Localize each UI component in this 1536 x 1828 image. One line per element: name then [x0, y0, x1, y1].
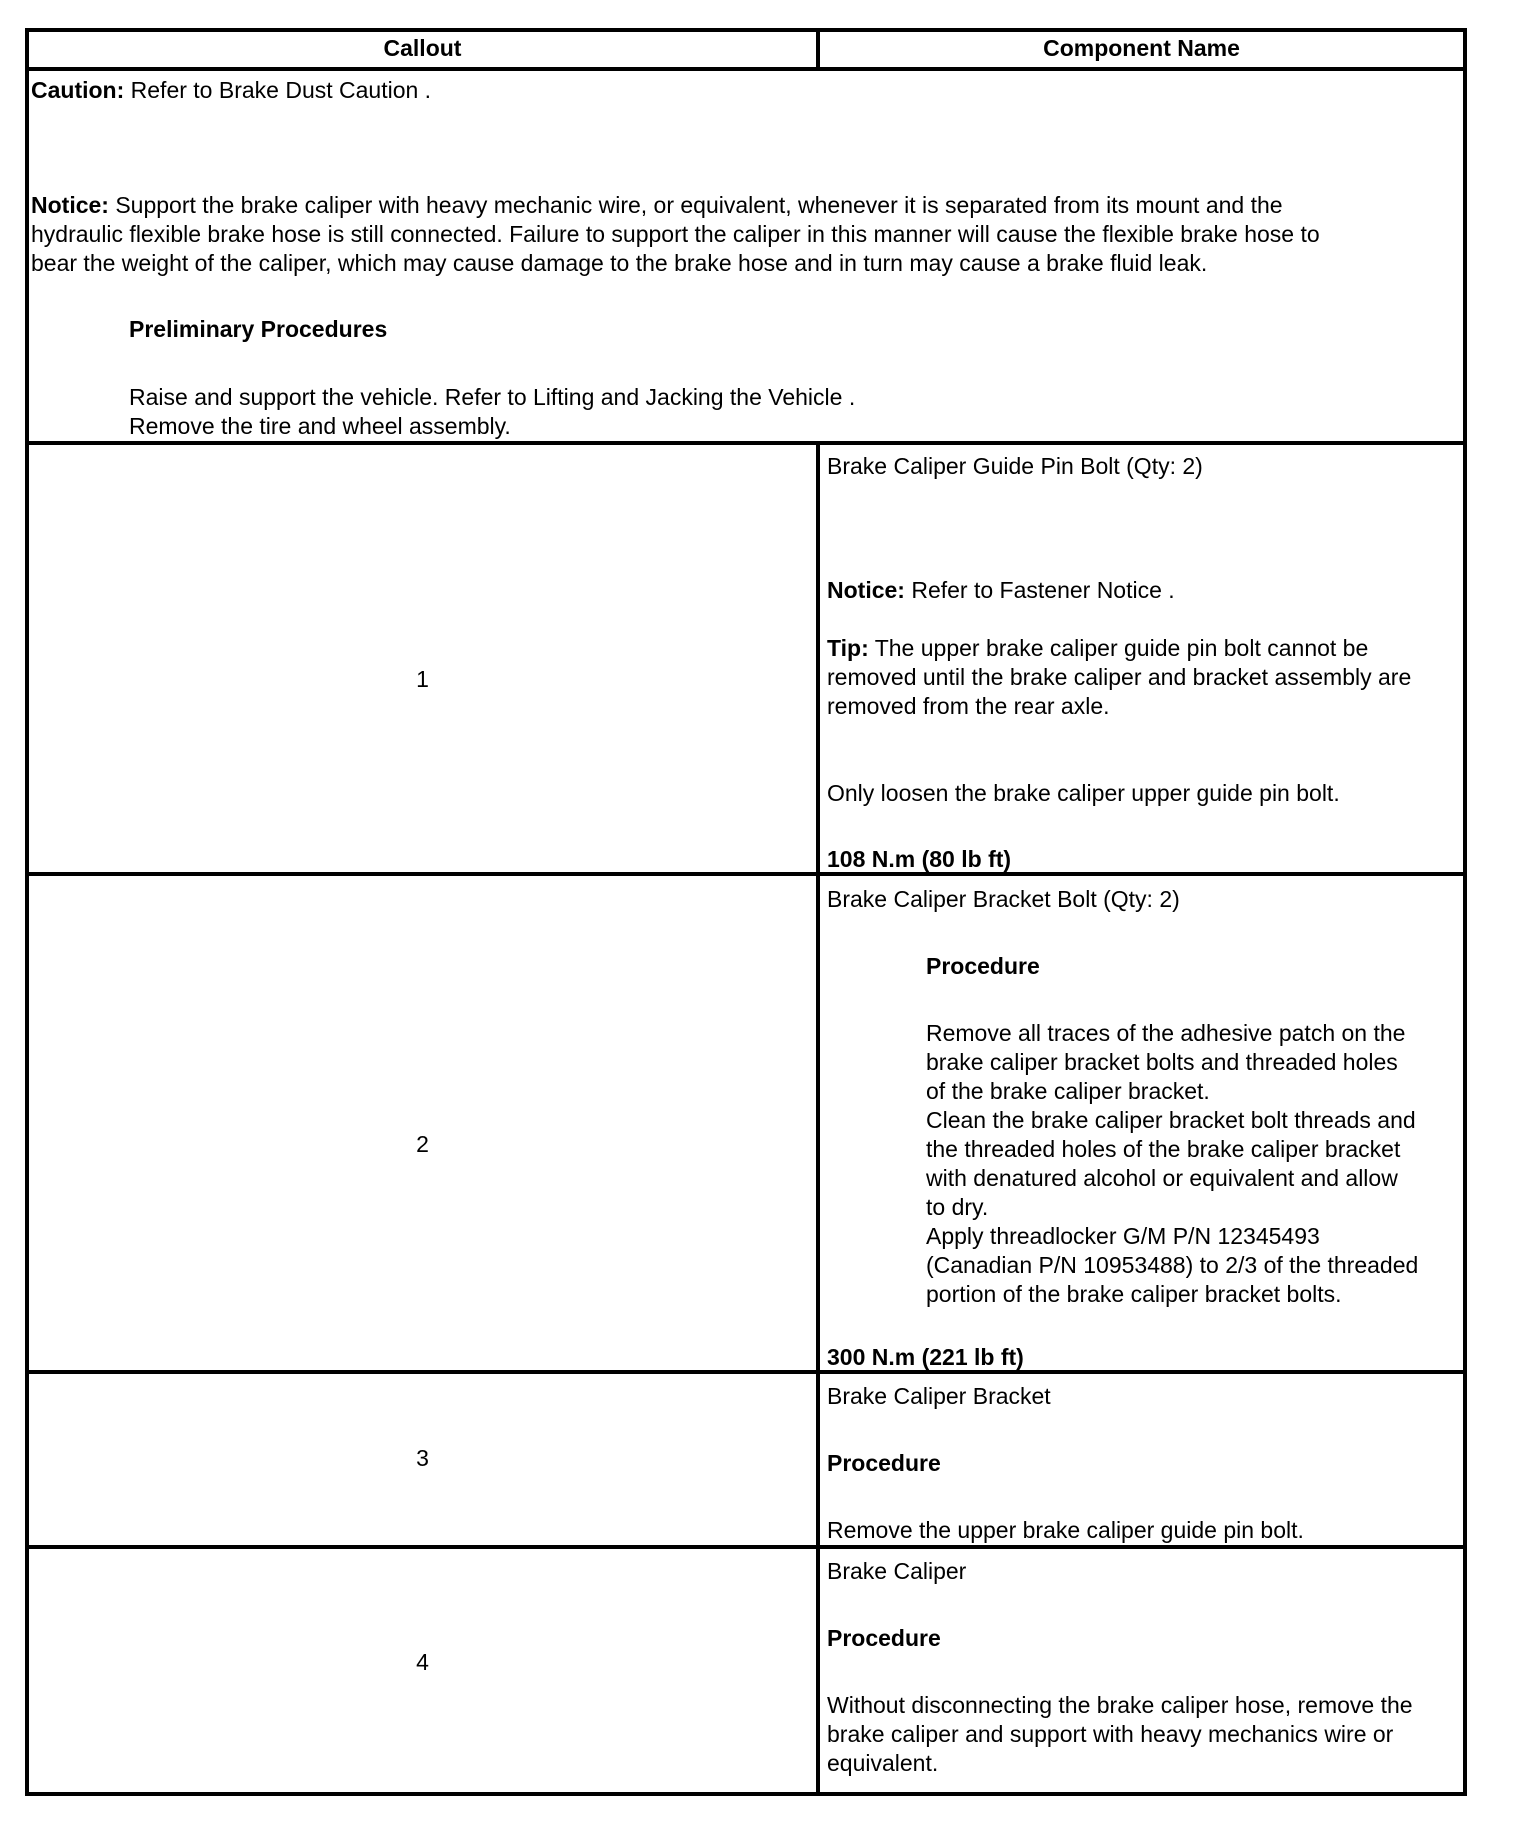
tip-line: removed from the rear axle.: [827, 693, 1110, 719]
callout-number: 2: [416, 1131, 429, 1157]
callout-number: 3: [416, 1445, 429, 1471]
prelim-title: Preliminary Procedures: [129, 316, 388, 342]
notice-text: Support the brake caliper with heavy mechanic wire, or equivalent, whenever it is separated from its mount and the: [108, 192, 1283, 218]
column-divider: [816, 441, 820, 1796]
row-divider: [25, 1545, 1467, 1549]
row-divider: [25, 67, 1467, 71]
notice-label: Notice:: [31, 192, 109, 218]
prelim-step: Raise and support the vehicle. Refer to Lifting and Jacking the Vehicle .: [129, 384, 856, 410]
procedure-line: Apply threadlocker G/M P/N 12345493: [926, 1223, 1320, 1249]
notice-label: Notice:: [827, 577, 905, 603]
component-name: Brake Caliper: [827, 1558, 967, 1584]
procedure-line: of the brake caliper bracket.: [926, 1078, 1210, 1104]
procedure-line: brake caliper bracket bolts and threaded holes: [926, 1049, 1398, 1075]
callout-number: 4: [416, 1649, 429, 1675]
procedure-line: (Canadian P/N 10953488) to 2/3 of the threaded: [926, 1252, 1419, 1278]
callout-number: 1: [416, 666, 429, 692]
procedure-title: Procedure: [926, 953, 1040, 979]
torque-spec: 300 N.m (221 lb ft): [827, 1344, 1024, 1370]
procedure-line: to dry.: [926, 1194, 989, 1220]
notice-line: [31, 191, 1283, 220]
row-divider: [25, 872, 1467, 876]
tip-label: Tip:: [827, 635, 869, 661]
tip-text: The upper brake caliper guide pin bolt cannot be: [868, 635, 1369, 661]
procedure-line: the threaded holes of the brake caliper bracket: [926, 1136, 1401, 1162]
notice-line: bear the weight of the caliper, which may cause damage to the brake hose and in turn may cause a brake fluid leak.: [31, 250, 1208, 276]
instruction: Only loosen the brake caliper upper guide pin bolt.: [827, 780, 1340, 806]
caution-label: Caution:: [31, 77, 125, 103]
instruction: Remove the upper brake caliper guide pin bolt.: [827, 1517, 1304, 1543]
row-divider: [25, 441, 1467, 445]
tip-line: [827, 634, 1368, 663]
header-callout: Callout: [383, 35, 462, 61]
torque-spec: 108 N.m (80 lb ft): [827, 846, 1012, 872]
instruction-line: Without disconnecting the brake caliper hose, remove the: [827, 1692, 1413, 1718]
procedure-line: with denatured alcohol or equivalent and allow: [926, 1165, 1398, 1191]
component-name: Brake Caliper Bracket: [827, 1383, 1051, 1409]
instruction-line: equivalent.: [827, 1750, 939, 1776]
prelim-step: Remove the tire and wheel assembly.: [129, 413, 511, 439]
component-name: Brake Caliper Bracket Bolt (Qty: 2): [827, 886, 1180, 912]
instruction-line: brake caliper and support with heavy mechanics wire or: [827, 1721, 1394, 1747]
tip-line: removed until the brake caliper and bracket assembly are: [827, 664, 1412, 690]
notice-text: Refer to Fastener Notice .: [904, 577, 1175, 603]
procedure-title: Procedure: [827, 1450, 941, 1476]
procedure-title: Procedure: [827, 1625, 941, 1651]
component-name: Brake Caliper Guide Pin Bolt (Qty: 2): [827, 453, 1203, 479]
procedure-line: Clean the brake caliper bracket bolt threads and: [926, 1107, 1416, 1133]
caution-line: [31, 76, 431, 105]
caution-text: Refer to Brake Dust Caution .: [124, 77, 432, 103]
procedure-line: portion of the brake caliper bracket bolts.: [926, 1281, 1342, 1307]
row-divider: [25, 1370, 1467, 1374]
notice-line: [827, 576, 1175, 605]
notice-line: hydraulic flexible brake hose is still connected. Failure to support the caliper in this manner will cause the flexible brake hose to: [31, 221, 1320, 247]
header-component-name: Component Name: [1043, 35, 1240, 61]
procedure-line: Remove all traces of the adhesive patch on the: [926, 1020, 1406, 1046]
